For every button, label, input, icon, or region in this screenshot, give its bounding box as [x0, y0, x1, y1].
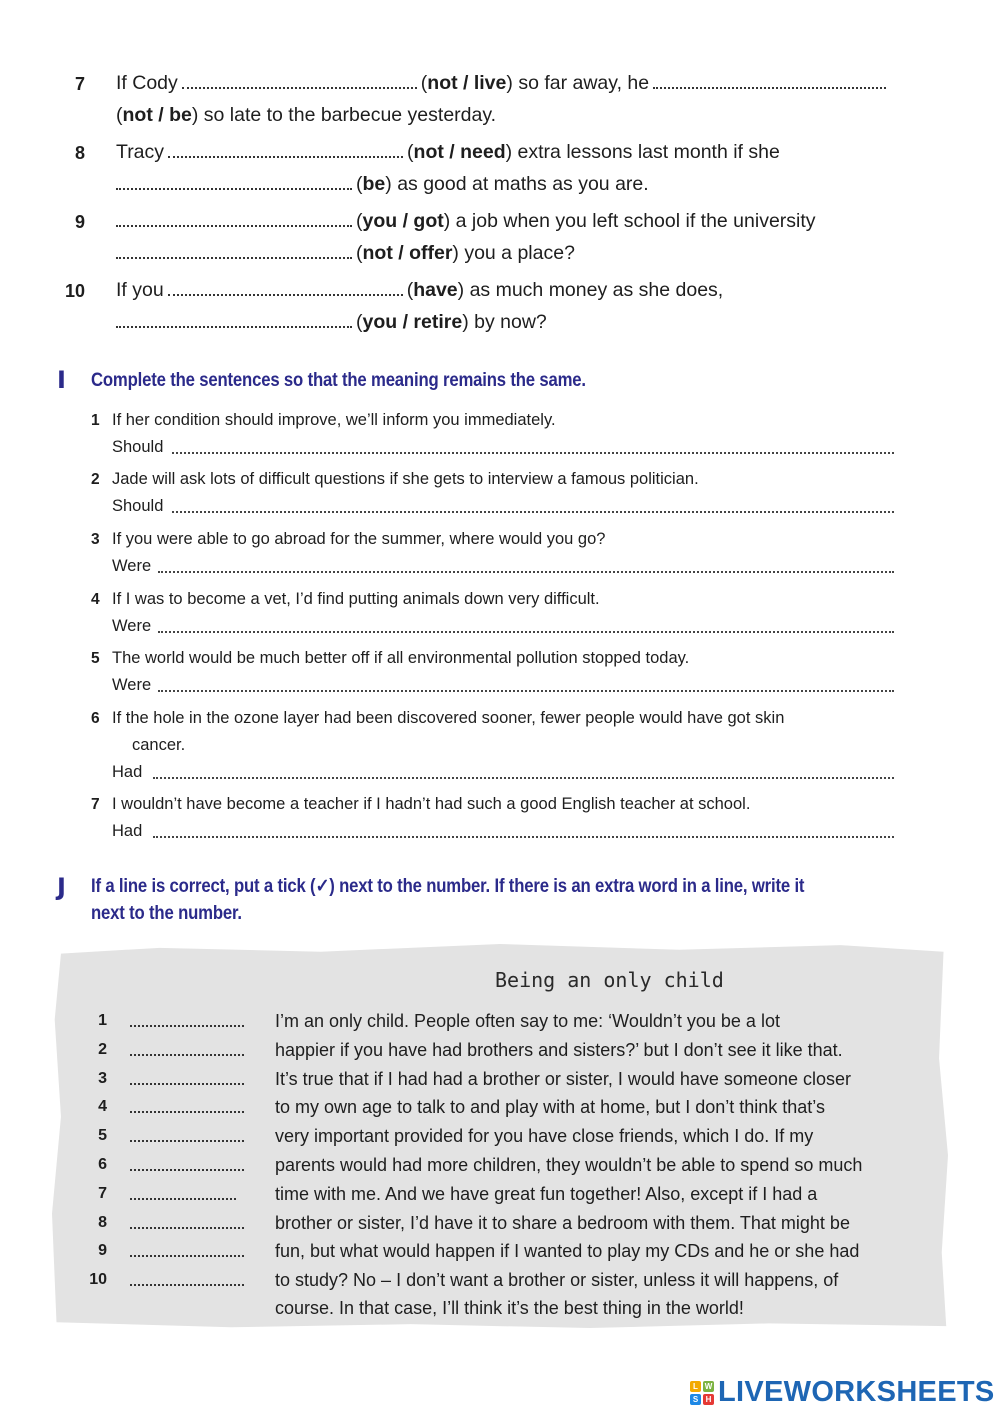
- text-line: It’s true that if I had had a brother or sister, I would have someone closer: [275, 1069, 851, 1089]
- text-line: course. In that case, I’ll think it’s the best thing in the world!: [275, 1298, 744, 1318]
- item-number: 7: [74, 74, 85, 94]
- original-sentence-continued: cancer.: [132, 736, 186, 754]
- line-number: 6: [98, 1156, 107, 1173]
- logo-tile: L: [690, 1381, 701, 1392]
- section-instruction-continued: next to the number.: [91, 903, 242, 924]
- answer-line[interactable]: [158, 680, 894, 692]
- answer-blank[interactable]: [130, 1245, 244, 1257]
- verb-cue: not / be: [122, 104, 192, 126]
- text-line: parents would had more children, they wouldn’t be able to spend so much: [275, 1155, 863, 1175]
- answer-blank[interactable]: [116, 176, 352, 190]
- sentence-prompt: Were: [112, 557, 152, 575]
- text-line: time with me. And we have great fun together! Also, except if I had a: [275, 1184, 818, 1204]
- text-line: very important provided for you have close friends, which I do. If my: [275, 1126, 814, 1146]
- answer-blank[interactable]: [130, 1188, 236, 1200]
- sentence-text: If Cody: [116, 72, 178, 94]
- answer-line[interactable]: [158, 621, 894, 633]
- sentence-text: as good at maths as you are.: [397, 173, 649, 195]
- original-sentence: If I was to become a vet, I’d find putting animals down very difficult.: [112, 590, 600, 608]
- original-sentence: The world would be much better off if all environmental pollution stopped today.: [112, 649, 690, 667]
- section-letter: I: [57, 366, 66, 394]
- section-letter: J: [57, 873, 66, 901]
- sentence-prompt: Should: [112, 497, 164, 515]
- item-number: 9: [74, 212, 85, 232]
- answer-line[interactable]: [153, 767, 894, 779]
- answer-blank[interactable]: [130, 1274, 244, 1286]
- item-number: 4: [91, 591, 100, 608]
- answer-blank[interactable]: [116, 213, 352, 227]
- item-number: 8: [74, 143, 85, 163]
- text-line: brother or sister, I’d have it to share a bedroom with them. That might be: [275, 1213, 850, 1233]
- verb-cue: you / retire: [362, 311, 463, 333]
- original-sentence: If the hole in the ozone layer had been discovered sooner, fewer people would have got skin: [112, 709, 785, 727]
- liveworksheets-logo[interactable]: [690, 1376, 995, 1409]
- item-number: 10: [64, 281, 85, 301]
- original-sentence: I wouldn’t have become a teacher if I hadn’t had such a good English teacher at school.: [112, 795, 751, 813]
- logo-tile: W: [704, 1381, 713, 1391]
- line-number: 2: [98, 1041, 107, 1058]
- item-number: 5: [91, 650, 100, 667]
- logo-tile: H: [703, 1394, 714, 1405]
- sentence-prompt: Were: [112, 617, 152, 635]
- sentence-text: a job when you left school if the university: [455, 210, 816, 232]
- section-instruction: Complete the sentences so that the meaning remains the same.: [91, 370, 586, 391]
- answer-blank[interactable]: [130, 1073, 244, 1085]
- sentence-prompt: Had: [112, 763, 143, 781]
- item-number: 6: [91, 710, 100, 727]
- sentence-text: extra lessons last month if she: [517, 141, 780, 163]
- item-number: 7: [91, 796, 100, 813]
- answer-line[interactable]: [158, 561, 894, 573]
- line-number: 3: [98, 1070, 107, 1087]
- verb-cue: you / got: [362, 210, 444, 232]
- answer-blank[interactable]: [168, 144, 403, 158]
- line-number: 4: [98, 1098, 107, 1115]
- logo-tile: S: [690, 1394, 701, 1405]
- sentence-prompt: Had: [112, 822, 143, 840]
- line-number: 1: [98, 1012, 107, 1029]
- item-number: 1: [91, 412, 100, 429]
- answer-blank[interactable]: [116, 245, 352, 259]
- original-sentence: Jade will ask lots of difficult questions if she gets to interview a famous politician.: [112, 470, 699, 488]
- sentence-text: as much money as she does,: [469, 279, 724, 301]
- sentence-text: Tracy: [116, 141, 165, 163]
- answer-blank[interactable]: [182, 75, 417, 89]
- text-title: Being an only child: [495, 968, 724, 992]
- answer-blank[interactable]: [130, 1130, 244, 1142]
- verb-cue: be: [362, 173, 386, 195]
- line-number: 9: [98, 1242, 107, 1259]
- line-number: 5: [98, 1127, 107, 1144]
- section-instruction: If a line is correct, put a tick (✓) next to the number. If there is an extra word in a line, write it: [91, 876, 805, 897]
- line-number: 8: [98, 1214, 107, 1231]
- sentence-text: If you: [116, 279, 164, 301]
- answer-line[interactable]: [172, 501, 894, 513]
- sentence-prompt: Should: [112, 438, 164, 456]
- verb-cue: have: [413, 279, 458, 301]
- answer-blank[interactable]: [130, 1044, 244, 1056]
- answer-line[interactable]: [153, 826, 894, 838]
- item-number: 3: [91, 531, 100, 548]
- item-number: 2: [91, 471, 100, 488]
- answer-blank[interactable]: [116, 314, 352, 328]
- verb-cue: not / need: [413, 141, 506, 163]
- text-line: to study? No – I don’t want a brother or sister, unless it will happens, of: [275, 1270, 839, 1290]
- original-sentence: If her condition should improve, we’ll inform you immediately.: [112, 411, 556, 429]
- sentence-prompt: Were: [112, 676, 152, 694]
- answer-blank[interactable]: [130, 1015, 244, 1027]
- text-line: fun, but what would happen if I wanted to play my CDs and he or she had: [275, 1241, 860, 1261]
- text-line: to my own age to talk to and play with at home, but I don’t think that’s: [275, 1097, 825, 1117]
- sentence-text: so late to the barbecue yesterday.: [203, 104, 497, 126]
- sentence-text: so far away, he: [518, 72, 650, 94]
- line-number: 10: [89, 1271, 107, 1288]
- verb-cue: not / live: [427, 72, 507, 94]
- answer-blank[interactable]: [130, 1101, 244, 1113]
- verb-cue: not / offer: [362, 242, 453, 264]
- sentence-text: by now?: [474, 311, 547, 333]
- answer-blank[interactable]: [653, 75, 886, 89]
- logo-grid-icon: [690, 1381, 714, 1405]
- sentence-text: you a place?: [464, 242, 575, 264]
- original-sentence: If you were able to go abroad for the summer, where would you go?: [112, 530, 606, 548]
- answer-blank[interactable]: [130, 1217, 244, 1229]
- logo-text: LIVEWORKSHEETS: [718, 1376, 995, 1408]
- answer-blank[interactable]: [130, 1159, 244, 1171]
- answer-blank[interactable]: [168, 282, 403, 296]
- answer-line[interactable]: [172, 442, 894, 454]
- text-line: happier if you have had brothers and sisters?’ but I don’t see it like that.: [275, 1040, 843, 1060]
- text-line: I’m an only child. People often say to me: ‘Wouldn’t you be a lot: [275, 1011, 780, 1031]
- line-number: 7: [98, 1185, 107, 1202]
